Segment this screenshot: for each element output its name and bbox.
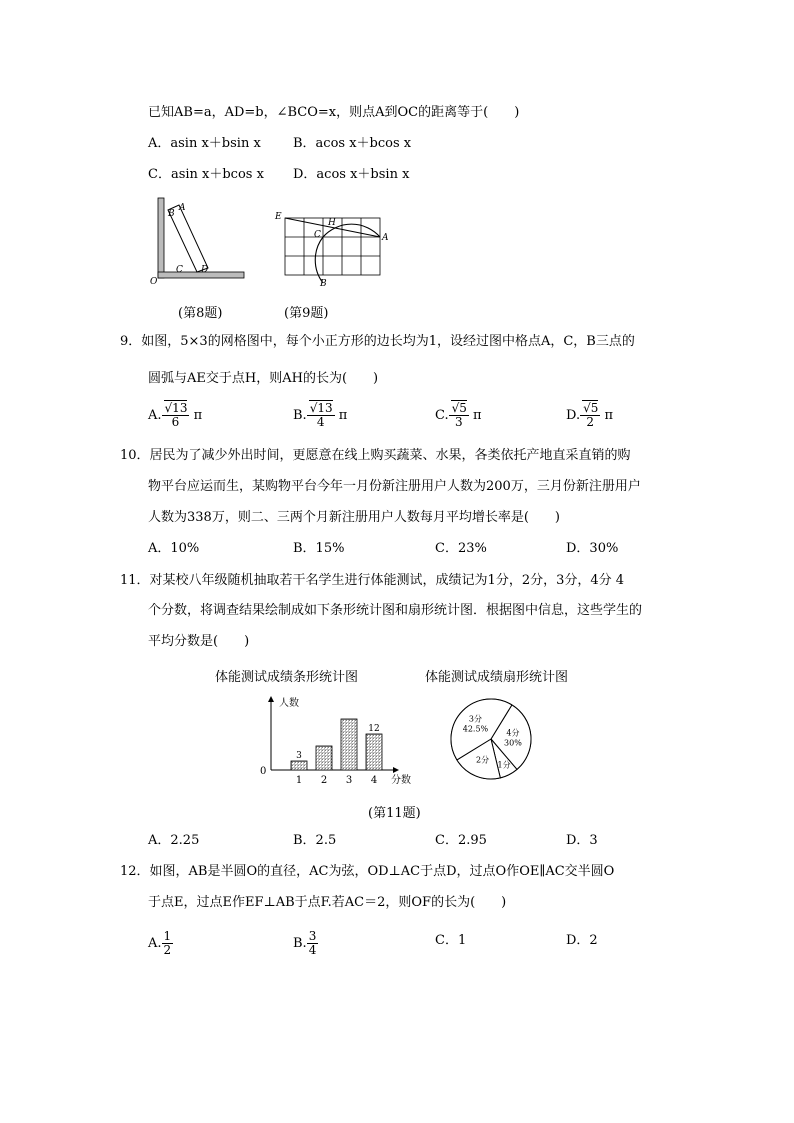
q11-line-1: 11．对某校八年级随机抽取若干名学生进行体能测试，成绩记为1分，2分，3分，4分 4 — [120, 573, 625, 588]
fig9-label-a: A — [382, 233, 389, 243]
q8-option-a: A．asin x＋bsin x — [148, 136, 261, 151]
q10-option-c: C．23% — [435, 541, 487, 556]
q9-option-a: A. $\frac{√13}{6}$ π — [148, 401, 203, 429]
q12-line-2: 于点E，过点E作EF⊥AB于点F.若AC＝2，则OF的长为( ) — [148, 895, 507, 910]
q10-option-b: B．15% — [293, 541, 345, 556]
bar-4 — [366, 734, 382, 770]
fig8-label-o: O — [150, 277, 158, 287]
bar-chart-title: 体能测试成绩条形统计图 — [215, 670, 359, 685]
q9-line-2: 圆弧与AE交于点H，则AH的长为( ) — [148, 371, 379, 386]
bar-y-axis-label: 人数 — [279, 698, 299, 709]
q11-option-d: D．3 — [566, 833, 598, 848]
bar-tick-label-4: 4 — [370, 775, 378, 786]
q10-line-2: 物平台应运而生，某购物平台今年一月份新注册用户人数为200万，三月份新注册用户 — [148, 479, 641, 494]
pie-slice-label-1: 4分 — [506, 728, 520, 738]
fig8-label-a: A — [179, 203, 186, 213]
bar-1 — [291, 761, 307, 770]
pie-chart-title: 体能测试成绩扇形统计图 — [425, 670, 569, 685]
bar-origin-label: 0 — [260, 766, 267, 777]
fig9-label-c: C — [314, 230, 321, 240]
bar-tick-label-3: 3 — [345, 775, 353, 786]
pie-slice-percent-1: 30% — [504, 738, 522, 748]
figure-9-diagram — [270, 208, 395, 290]
q10-line-1: 10．居民为了减少外出时间，更愿意在线上购买蔬菜、水果，各类依托产地直采直销的购 — [120, 448, 631, 463]
q10-line-3: 人数为338万，则二、三两个月新注册用户人数每月平均增长率是( ) — [148, 510, 560, 525]
pie-slice-label-4: 3分 — [468, 714, 482, 724]
fig9-label-b: B — [320, 279, 327, 289]
bar-3 — [341, 719, 357, 770]
q12-option-b: B. $\frac{3}{4}$ — [293, 929, 317, 957]
q9-option-c: C. $\frac{√5}{3}$ π — [435, 401, 482, 429]
q9-option-d: D. $\frac{√5}{2}$ π — [566, 401, 614, 429]
bar-data-label-4: 12 — [368, 724, 380, 734]
q10-option-d: D．30% — [566, 541, 619, 556]
figure-8-diagram — [148, 196, 248, 288]
pie-chart — [446, 694, 536, 784]
q11-caption: (第11题) — [368, 806, 421, 821]
q12-option-c: C．1 — [435, 933, 467, 948]
pie-slice-label-3: 2分 — [476, 755, 490, 765]
fig8-label-d: D — [201, 265, 209, 275]
q9-option-b: B. $\frac{√13}{4}$ π — [293, 401, 348, 429]
bar-tick-label-2: 2 — [320, 775, 328, 786]
fig8-caption: (第8题) — [178, 306, 223, 321]
q12-option-a: A. $\frac{1}{2}$ — [148, 929, 172, 957]
q10-option-a: A．10% — [148, 541, 200, 556]
fig9-caption: (第9题) — [284, 306, 329, 321]
pie-slice-percent-4: 42.5% — [462, 724, 489, 734]
bar-tick-label-1: 1 — [295, 775, 303, 786]
q11-option-a: A．2.25 — [148, 833, 200, 848]
fig8-label-b: B — [168, 209, 175, 219]
fig9-label-e: E — [275, 212, 282, 222]
bar-x-axis-label: 分数 — [391, 775, 411, 786]
q11-line-2: 个分数，将调查结果绘制成如下条形统计图和扇形统计图．根据图中信息，这些学生的 — [148, 603, 643, 618]
fig8-label-c: C — [176, 265, 183, 275]
bar-2 — [316, 746, 332, 770]
q8-option-c: C．asin x＋bcos x — [148, 167, 264, 182]
q12-option-d: D．2 — [566, 933, 598, 948]
q8-stem: 已知AB=a，AD=b，∠BCO=x，则点A到OC的距离等于( ) — [148, 105, 520, 120]
q8-option-d: D．acos x＋bsin x — [293, 167, 410, 182]
q11-line-3: 平均分数是( ) — [148, 634, 250, 649]
fig9-label-h: H — [328, 218, 336, 228]
q11-option-c: C．2.95 — [435, 833, 487, 848]
q12-line-1: 12．如图，AB是半圆O的直径，AC为弦，OD⊥AC于点D，过点O作OE∥AC交半圆O — [120, 864, 615, 879]
q9-line-1: 9．如图，5×3的网格图中，每个小正方形的边长均为1，设经过图中格点A，C，B三点的 — [120, 334, 635, 349]
q11-option-b: B．2.5 — [293, 833, 337, 848]
q8-option-b: B．acos x＋bcos x — [293, 136, 412, 151]
bar-chart — [255, 692, 425, 792]
pie-slice-label-2: 1分 — [497, 760, 511, 770]
bar-data-label-1: 3 — [296, 751, 302, 761]
